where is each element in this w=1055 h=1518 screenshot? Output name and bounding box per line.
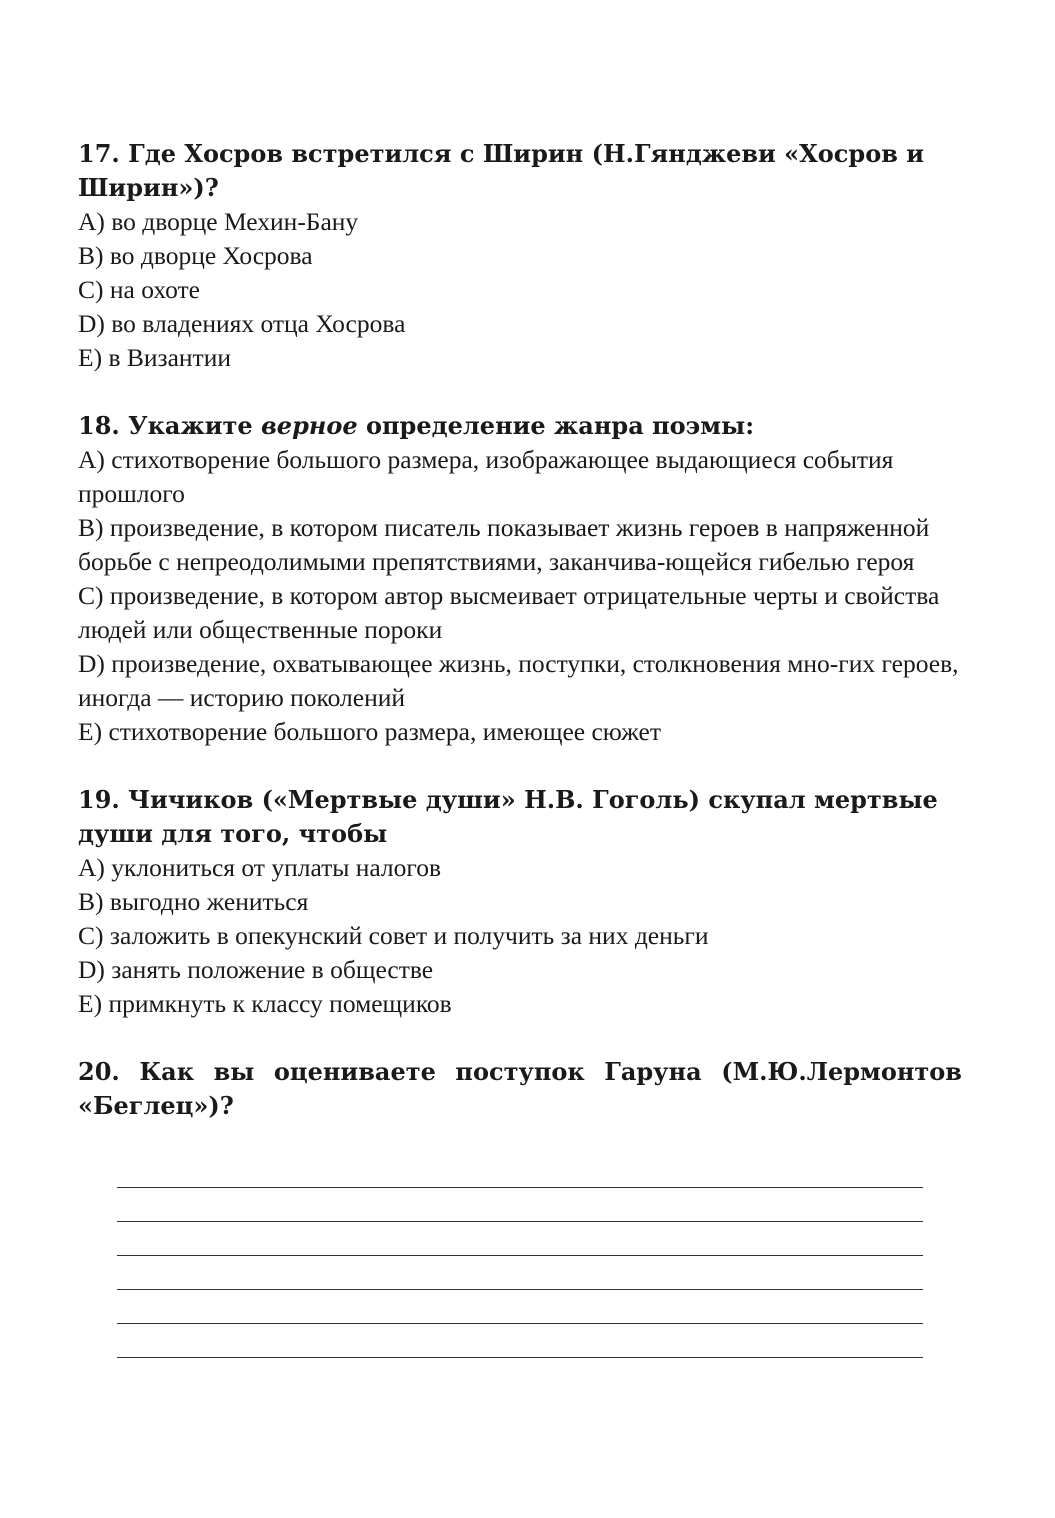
question-20-title	[78, 1055, 962, 1123]
question-number: 19.	[78, 785, 120, 814]
option-a: A) во дворце Мехин-Бану	[78, 207, 359, 236]
question-text-emphasis: верное	[261, 411, 358, 440]
answer-line[interactable]	[117, 1323, 923, 1324]
question-text: Чичиков («Мертвые души» Н.В. Гоголь) скупал мертвые души для того, чтобы	[78, 785, 938, 848]
question-20	[78, 1055, 962, 1123]
option-c: C) заложить в опекунский совет и получить за них деньги	[78, 921, 709, 950]
answer-line[interactable]	[117, 1187, 923, 1188]
option-d: D) занять положение в обществе	[78, 955, 434, 984]
option-b: B) произведение, в котором писатель показывает жизнь героев в напряженной борьбе с непреодолимыми препятствиями, заканчива-ющейся гибелью героя	[78, 513, 930, 576]
option-c: C) произведение, в котором автор высмеивает отрицательные черты и свойства людей или общественные пороки	[78, 581, 940, 644]
option-e: E) стихотворение большого размера, имеющее сюжет	[78, 717, 661, 746]
option-e: E) примкнуть к классу помещиков	[78, 989, 452, 1018]
option-c: C) на охоте	[78, 275, 200, 304]
answer-line[interactable]	[117, 1357, 923, 1358]
answer-line[interactable]	[117, 1289, 923, 1290]
question-17	[78, 137, 962, 375]
answer-lines	[117, 1187, 923, 1391]
worksheet-page	[78, 137, 962, 1123]
question-19	[78, 783, 962, 1021]
question-text-before: Укажите	[128, 411, 253, 440]
question-text: Где Хосров встретился с Ширин (Н.Гянджеви «Хосров и Ширин»)?	[78, 139, 925, 202]
question-text-after: определение жанра поэмы:	[365, 411, 755, 440]
answer-line[interactable]	[117, 1221, 923, 1222]
question-text: Как вы оцениваете поступок Гаруна (М.Ю.Лермонтов «Беглец»)?	[78, 1057, 962, 1120]
option-d: D) во владениях отца Хосрова	[78, 309, 406, 338]
answer-line[interactable]	[117, 1255, 923, 1256]
question-17-title	[78, 137, 962, 205]
question-number: 18.	[78, 411, 120, 440]
option-a: A) стихотворение большого размера, изображающее выдающиеся события прошлого	[78, 445, 894, 508]
question-number: 17.	[78, 139, 120, 168]
option-e: E) в Византии	[78, 343, 231, 372]
question-number: 20.	[78, 1057, 120, 1086]
question-19-title	[78, 783, 962, 851]
question-18-title	[78, 409, 962, 443]
question-18	[78, 409, 962, 749]
option-b: B) выгодно жениться	[78, 887, 309, 916]
option-b: B) во дворце Хосрова	[78, 241, 313, 270]
option-a: A) уклониться от уплаты налогов	[78, 853, 442, 882]
option-d: D) произведение, охватывающее жизнь, поступки, столкновения мно-гих героев, иногда — историю поколений	[78, 649, 959, 712]
